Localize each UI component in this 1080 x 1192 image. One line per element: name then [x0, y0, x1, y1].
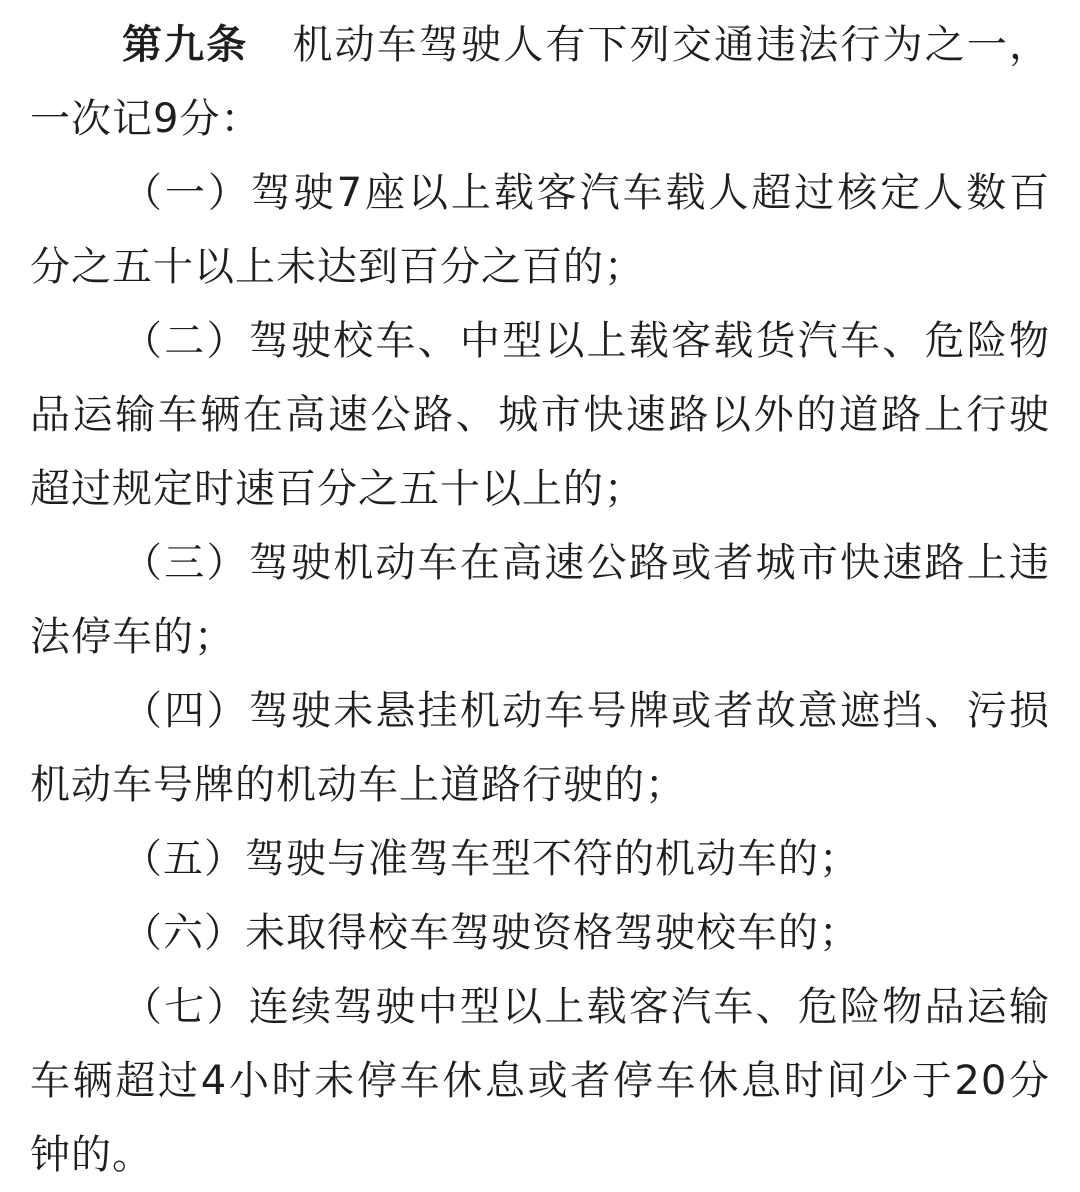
article-intro-paragraph: [30, 8, 1050, 156]
article-item-2: （二）驾驶校车、中型以上载客载货汽车、危险物品运输车辆在高速公路、城市快速路以外的道路上行驶超过规定时速百分之五十以上的；: [30, 318, 1050, 512]
article-item-7: （七）连续驾驶中型以上载客汽车、危险物品运输车辆超过4小时未停车休息或者停车休息时间少于20分钟的。: [30, 984, 1050, 1178]
article-item-4: （四）驾驶未悬挂机动车号牌或者故意遮挡、污损机动车号牌的机动车上道路行驶的；: [30, 688, 1050, 808]
article-item-3: （三）驾驶机动车在高速公路或者城市快速路上违法停车的；: [30, 540, 1050, 660]
article-item-5: （五）驾驶与准驾车型不符的机动车的；: [122, 836, 860, 882]
article-intro-text: 机动车驾驶人有下列交通违法行为之一，一次记9分：: [30, 22, 1051, 142]
article-item-1: （一）驾驶7座以上载客汽车载人超过核定人数百分之五十以上未达到百分之百的；: [30, 170, 1050, 290]
article-item-6: （六）未取得校车驾驶资格驾驶校车的；: [122, 910, 860, 956]
article-number: 第九条: [122, 22, 249, 68]
